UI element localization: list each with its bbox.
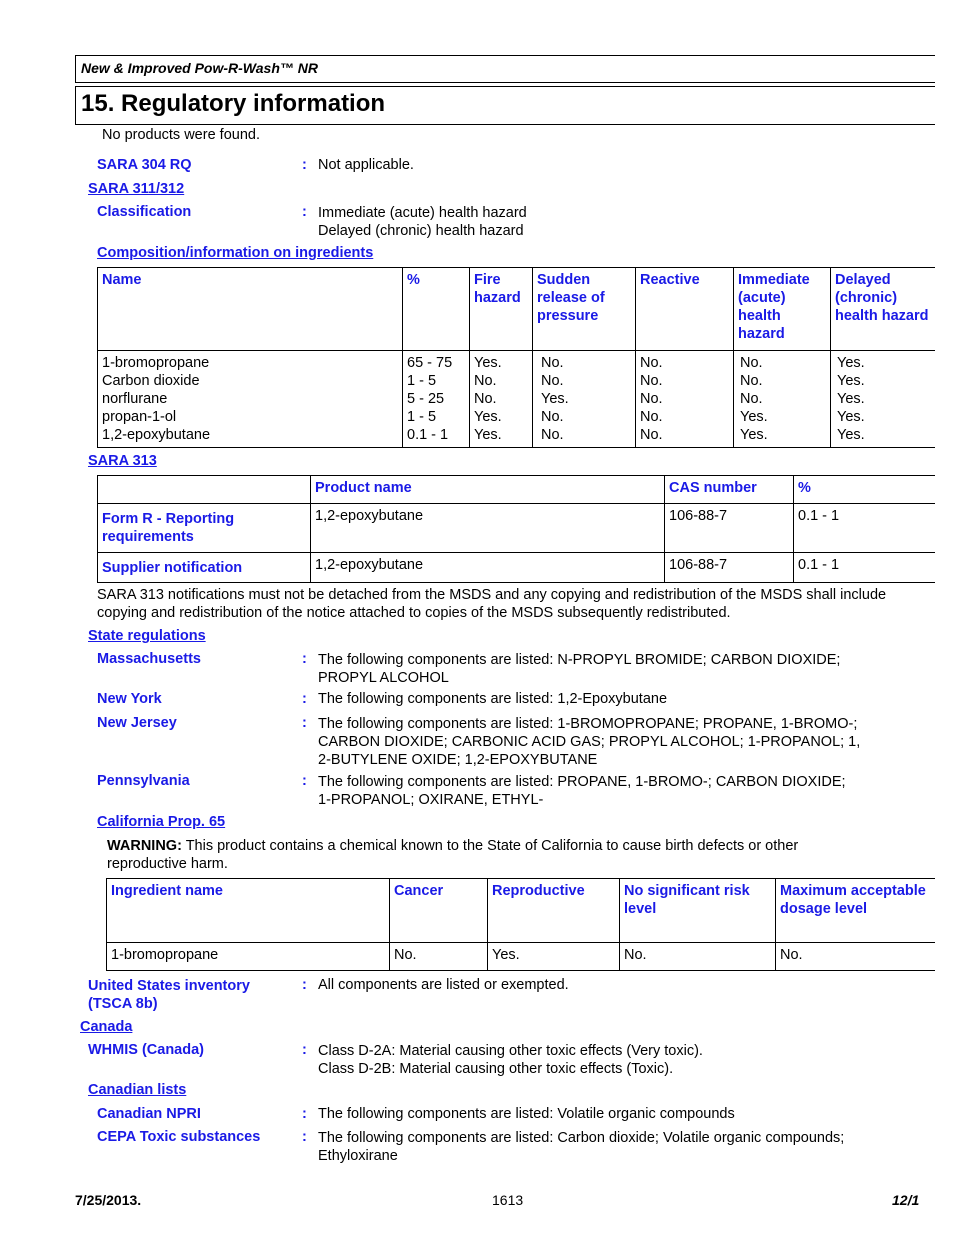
table-cell: 0.1 - 1 <box>794 553 936 583</box>
cell-value: No. <box>541 355 564 371</box>
table-row <box>98 351 936 448</box>
table-header: Ingredient name <box>107 879 390 943</box>
value-line: Class D-2B: Material causing other toxic effects (Toxic). <box>318 1061 674 1077</box>
whmis-label: WHMIS (Canada) <box>88 1042 204 1058</box>
table-row <box>107 943 936 971</box>
table-header: % <box>794 476 936 504</box>
colon: : <box>302 977 307 993</box>
table-header: Name <box>98 268 403 351</box>
value-line: Class D-2A: Material causing other toxic effects (Very toxic). <box>318 1043 703 1059</box>
prop65-table <box>106 878 935 971</box>
table-row <box>98 553 936 583</box>
cell-value: Yes. <box>541 391 569 407</box>
table-cell: 1-bromopropane <box>107 943 390 971</box>
table-cell: 106-88-7 <box>665 553 794 583</box>
table-header: Sudden release of pressure <box>533 268 636 351</box>
cepa-values <box>318 1129 844 1165</box>
cell-value: No. <box>740 355 763 371</box>
cepa-label: CEPA Toxic substances <box>97 1129 261 1145</box>
table-cell: No. <box>620 943 776 971</box>
colon: : <box>302 1106 307 1122</box>
cell-value: Yes. <box>740 427 768 443</box>
whmis-values <box>318 1042 703 1078</box>
sara313-note: SARA 313 notifications must not be detached from the MSDS and any copying and redistribution of the MSDS shall include copying and redistribution of the notice attached to copies of the MSDS subsequently redistributed. <box>97 587 887 621</box>
cell-value: Yes. <box>740 409 768 425</box>
state-label-new-york: New York <box>97 691 162 707</box>
colon: : <box>302 773 307 789</box>
state-value-massachusetts <box>318 651 840 687</box>
cell-value: 65 - 75 <box>407 355 453 371</box>
table-cell: No. <box>776 943 936 971</box>
footer-page-ref: 12/1 <box>892 1192 920 1208</box>
table-row <box>98 504 936 553</box>
sara313-heading[interactable]: SARA 313 <box>88 453 157 469</box>
state-heading[interactable]: State regulations <box>88 628 206 644</box>
cell-value: No. <box>541 409 564 425</box>
prop65-warning <box>107 837 798 873</box>
table-header: Maximum acceptable dosage level <box>776 879 936 943</box>
npri-value: The following components are listed: Volatile organic compounds <box>318 1106 735 1122</box>
table-header: Cancer <box>390 879 488 943</box>
cell-value: No. <box>740 373 763 389</box>
table-header-row <box>98 476 936 504</box>
value-line: The following components are listed: PROPANE, 1-BROMO-; CARBON DIOXIDE; <box>318 774 846 790</box>
cell-value: Carbon dioxide <box>102 373 200 389</box>
state-label-new-jersey: New Jersey <box>97 715 177 731</box>
composition-table <box>97 267 935 448</box>
section-header <box>75 86 935 125</box>
cell-value: norflurane <box>102 391 168 407</box>
colon: : <box>302 157 307 173</box>
colon: : <box>302 1129 307 1145</box>
state-label-massachusetts: Massachusetts <box>97 651 201 667</box>
cell-value: 1,2-epoxybutane <box>102 427 211 443</box>
cell-value: Yes. <box>474 427 502 443</box>
value-line: CARBON DIOXIDE; CARBONIC ACID GAS; PROPYL ALCOHOL; 1-PROPANOL; 1, <box>318 734 861 750</box>
table-cell: 1,2-epoxybutane <box>311 553 665 583</box>
table-cell: Yes. <box>488 943 620 971</box>
table-cell: 1,2-epoxybutane <box>311 504 665 553</box>
value-line: Ethyloxirane <box>318 1148 398 1164</box>
table-cell <box>636 351 734 448</box>
tsca-value: All components are listed or exempted. <box>318 977 569 993</box>
table-header: Reactive <box>636 268 734 351</box>
value-line: 1-PROPANOL; OXIRANE, ETHYL- <box>318 792 544 808</box>
table-header: % <box>403 268 470 351</box>
colon: : <box>302 204 307 220</box>
cell-value: Yes. <box>474 355 502 371</box>
no-products-text: No products were found. <box>102 127 260 143</box>
prop65-heading[interactable]: California Prop. 65 <box>97 814 226 830</box>
section-title: 15. Regulatory information <box>81 90 386 117</box>
colon: : <box>302 651 307 667</box>
cell-value: No. <box>640 409 663 425</box>
canada-heading[interactable]: Canada <box>80 1019 133 1035</box>
value-line: 2-BUTYLENE OXIDE; 1,2-EPOXYBUTANE <box>318 752 598 768</box>
table-cell <box>403 351 470 448</box>
cell-value: propan-1-ol <box>102 409 177 425</box>
footer-date: 7/25/2013. <box>75 1192 142 1208</box>
cell-value: 1-bromopropane <box>102 355 210 371</box>
warning-label: WARNING: <box>107 838 182 854</box>
composition-heading[interactable]: Composition/information on ingredients <box>97 245 374 261</box>
cell-value: No. <box>640 373 663 389</box>
table-header: Reproductive <box>488 879 620 943</box>
cell-value: Yes. <box>837 409 865 425</box>
cell-value: No. <box>640 391 663 407</box>
sara311-heading[interactable]: SARA 311/312 <box>88 181 185 197</box>
table-cell: 0.1 - 1 <box>794 504 936 553</box>
cell-value: No. <box>640 427 663 443</box>
table-cell <box>470 351 533 448</box>
classification-value: Immediate (acute) health hazard <box>318 205 527 221</box>
table-cell <box>831 351 936 448</box>
tsca-label <box>88 977 250 1013</box>
classification-value: Delayed (chronic) health hazard <box>318 223 524 239</box>
table-header: Delayed (chronic) health hazard <box>831 268 936 351</box>
cell-value: No. <box>541 427 564 443</box>
npri-label: Canadian NPRI <box>97 1106 201 1122</box>
state-label-pennsylvania: Pennsylvania <box>97 773 190 789</box>
table-header-row <box>98 268 936 351</box>
table-cell: 106-88-7 <box>665 504 794 553</box>
table-cell <box>533 351 636 448</box>
table-cell <box>734 351 831 448</box>
table-header-row <box>107 879 936 943</box>
table-cell: Form R - Reporting requirements <box>98 504 311 553</box>
table-cell <box>98 351 403 448</box>
cell-value: No. <box>740 391 763 407</box>
value-line: The following components are listed: N-PROPYL BROMIDE; CARBON DIOXIDE; <box>318 652 841 668</box>
cell-value: Yes. <box>837 391 865 407</box>
cell-value: Yes. <box>837 373 865 389</box>
cell-value: No. <box>640 355 663 371</box>
table-cell: Supplier notification <box>98 553 311 583</box>
table-header: Product name <box>311 476 665 504</box>
warning-text: reproductive harm. <box>107 856 228 872</box>
product-name: New & Improved Pow-R-Wash™ NR <box>81 60 318 76</box>
canadian-lists-heading[interactable]: Canadian lists <box>88 1082 187 1098</box>
classification-values <box>318 204 527 240</box>
colon: : <box>302 715 307 731</box>
value-line: PROPYL ALCOHOL <box>318 670 449 686</box>
table-header: No significant risk level <box>620 879 776 943</box>
product-header <box>75 55 935 83</box>
table-header: Fire hazard <box>470 268 533 351</box>
state-value-pennsylvania <box>318 773 846 809</box>
table-cell: No. <box>390 943 488 971</box>
cell-value: 5 - 25 <box>407 391 445 407</box>
sara304-label: SARA 304 RQ <box>97 157 192 173</box>
table-header: CAS number <box>665 476 794 504</box>
table-header: Immediate (acute) health hazard <box>734 268 831 351</box>
classification-label: Classification <box>97 204 192 220</box>
state-value-new-york: The following components are listed: 1,2-Epoxybutane <box>318 691 668 707</box>
cell-value: Yes. <box>837 427 865 443</box>
cell-value: No. <box>541 373 564 389</box>
sara313-table <box>97 475 935 583</box>
label-line: United States inventory <box>88 978 250 994</box>
cell-value: 0.1 - 1 <box>407 427 449 443</box>
value-line: The following components are listed: 1-BROMOPROPANE; PROPANE, 1-BROMO-; <box>318 716 858 732</box>
footer-page-number: 1613 <box>492 1192 524 1208</box>
table-header <box>98 476 311 504</box>
warning-text: This product contains a chemical known to the State of California to cause birth defects or other <box>181 838 799 854</box>
cell-value: Yes. <box>474 409 502 425</box>
cell-value: No. <box>474 391 497 407</box>
label-line: (TSCA 8b) <box>88 996 158 1012</box>
cell-value: No. <box>474 373 497 389</box>
cell-value: Yes. <box>837 355 865 371</box>
value-line: The following components are listed: Carbon dioxide; Volatile organic compounds; <box>318 1130 845 1146</box>
cell-value: 1 - 5 <box>407 409 437 425</box>
colon: : <box>302 1042 307 1058</box>
colon: : <box>302 691 307 707</box>
sara304-value: Not applicable. <box>318 157 414 173</box>
state-value-new-jersey <box>318 715 860 769</box>
cell-value: 1 - 5 <box>407 373 437 389</box>
